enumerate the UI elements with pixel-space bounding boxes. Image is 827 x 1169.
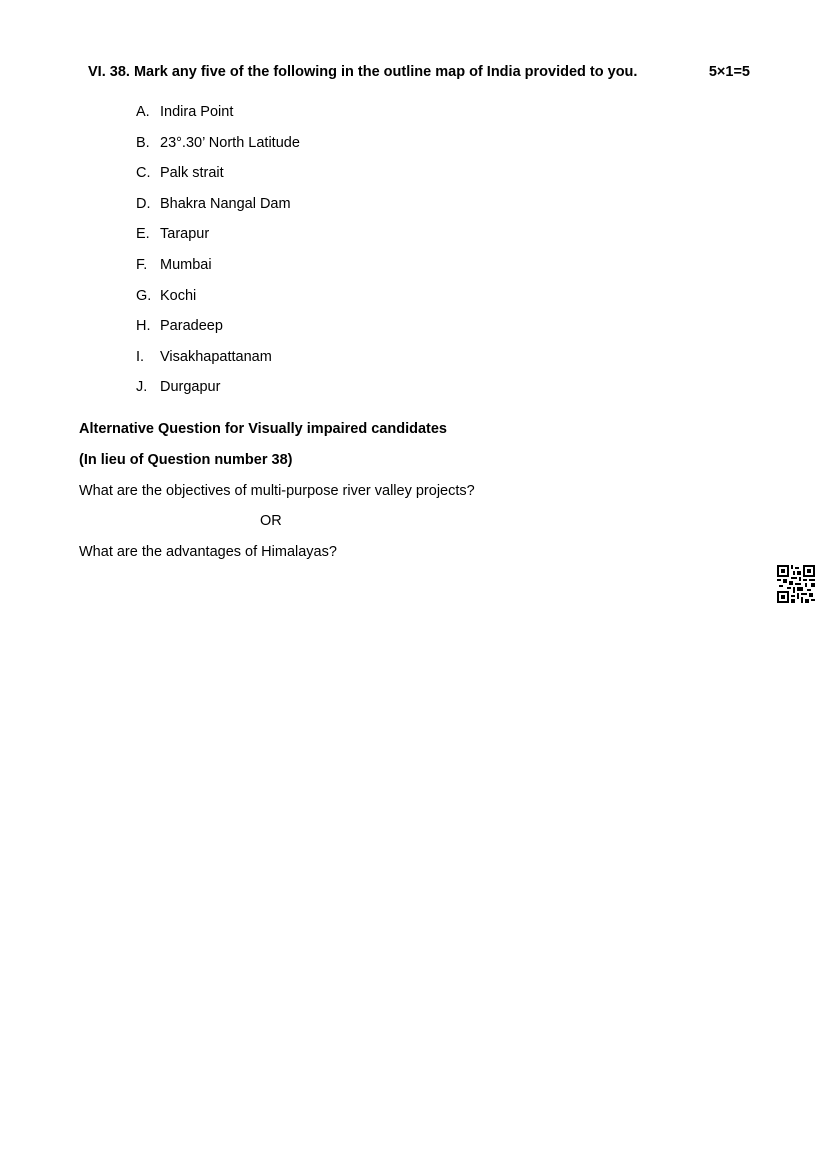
list-item — [136, 349, 300, 380]
option-letter: I. — [136, 348, 145, 365]
alternative-note: (In lieu of Question number 38) — [79, 452, 293, 468]
list-item — [136, 135, 300, 166]
question-heading: VI. 38. Mark any five of the following in the outline map of India provided to you. — [88, 64, 638, 80]
option-letter: A. — [136, 104, 150, 120]
list-item — [136, 288, 300, 319]
option-text: Indira Point — [160, 104, 234, 120]
list-item — [136, 165, 300, 196]
option-text: Bhakra Nangal Dam — [160, 195, 291, 212]
option-letter: G. — [136, 287, 152, 304]
option-letter: F. — [136, 256, 148, 273]
list-item — [136, 318, 300, 349]
alternative-question-2: What are the advantages of Himalayas? — [79, 544, 337, 560]
option-letter: J. — [136, 379, 148, 396]
or-label: OR — [260, 513, 282, 529]
option-text: Durgapur — [160, 379, 221, 396]
option-letter: H. — [136, 318, 151, 335]
option-letter: D. — [136, 195, 151, 212]
list-item — [136, 226, 300, 257]
option-letter: E. — [136, 226, 150, 243]
list-item — [136, 379, 300, 410]
option-text: Paradeep — [160, 318, 223, 335]
question-marks: 5×1=5 — [708, 64, 750, 80]
option-text: Palk strait — [160, 165, 224, 182]
option-text: Visakhapattanam — [160, 348, 272, 365]
qr-code-icon — [777, 565, 815, 603]
option-text: 23°.30’ North Latitude — [160, 134, 300, 151]
list-item — [136, 196, 300, 227]
option-letter: C. — [136, 165, 151, 182]
option-text: Kochi — [160, 287, 197, 304]
question-heading-row — [88, 64, 750, 80]
options-list — [136, 104, 300, 410]
option-text: Tarapur — [160, 226, 210, 243]
alternative-title: Alternative Question for Visually impaired candidates — [79, 421, 447, 437]
list-item — [136, 257, 300, 288]
alternative-question-1: What are the objectives of multi-purpose river valley projects? — [79, 483, 475, 499]
option-letter: B. — [136, 134, 150, 151]
list-item — [136, 104, 300, 135]
option-text: Mumbai — [160, 256, 212, 273]
